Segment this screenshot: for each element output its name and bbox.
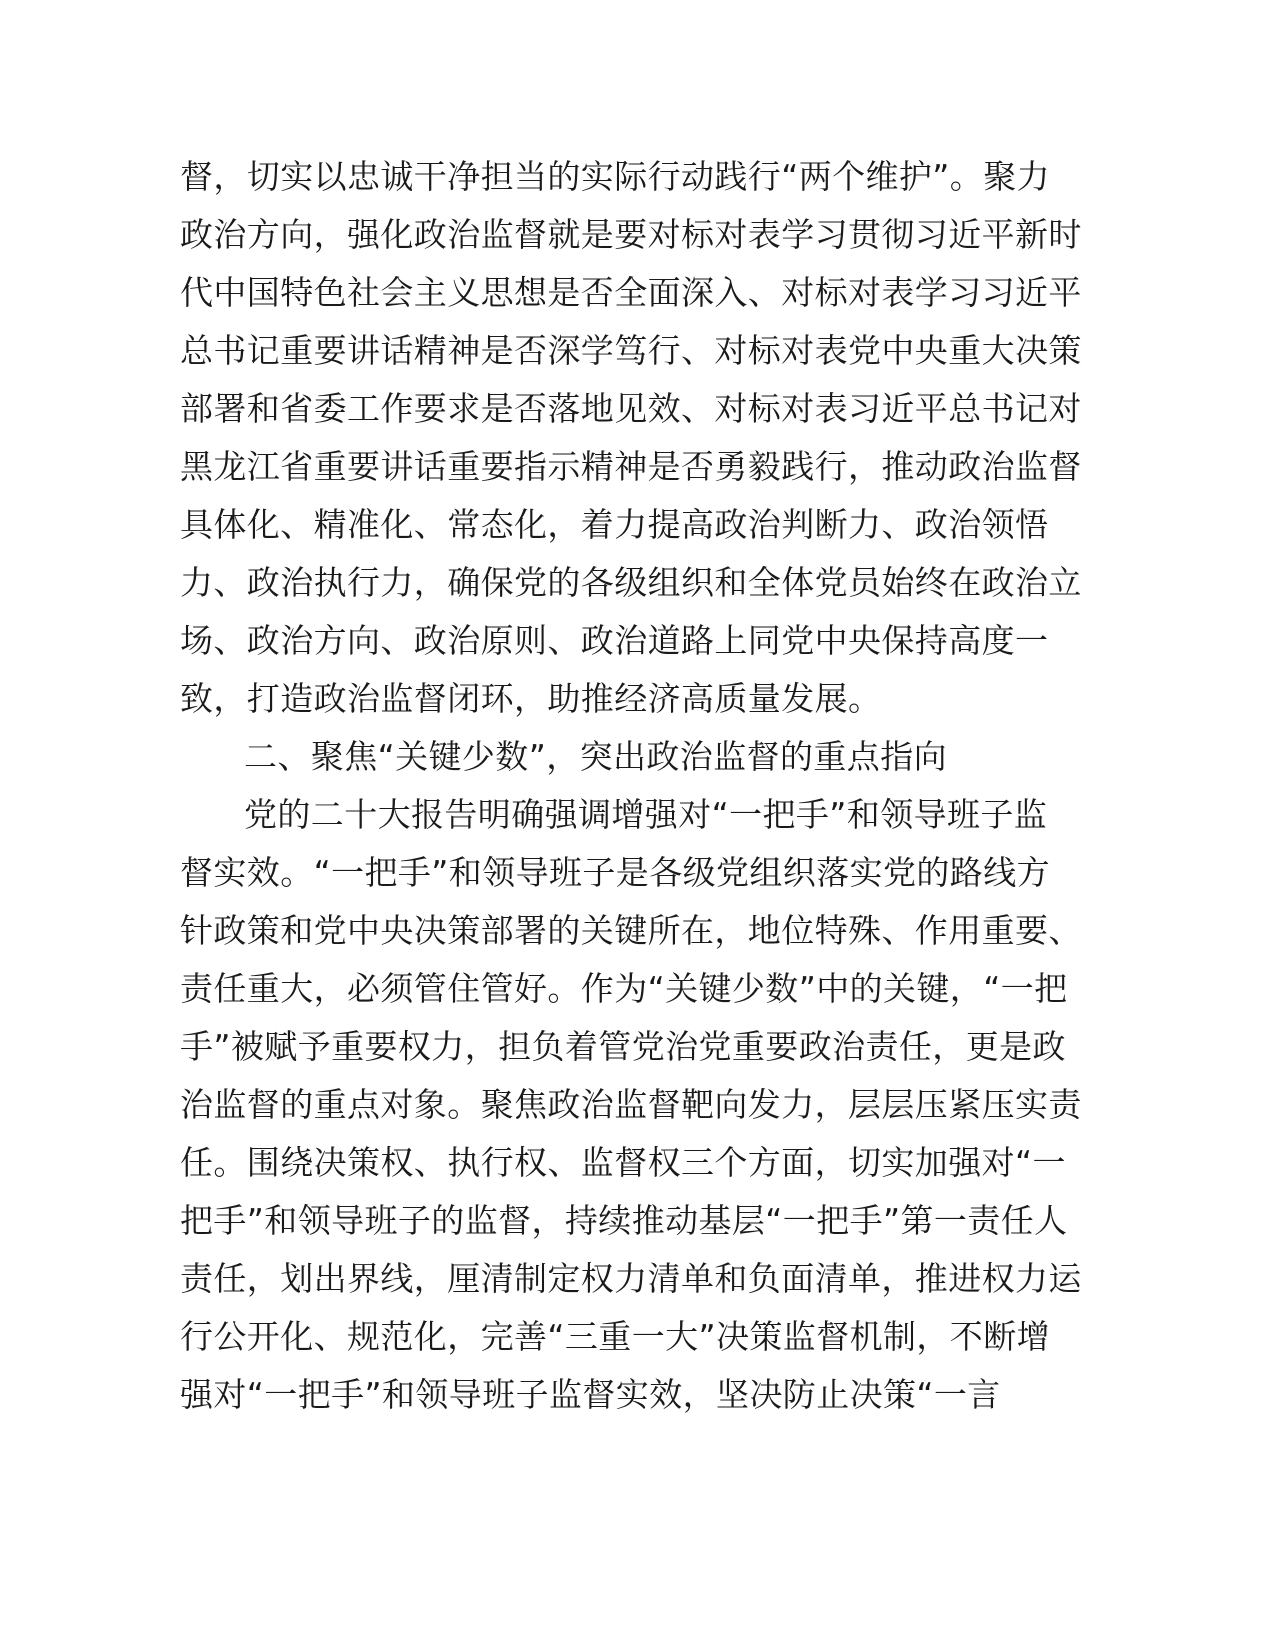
text-line: 针政策和党中央决策部署的关键所在，地位特殊、作用重要、 [180, 911, 1082, 950]
text-line: 党的二十大报告明确强调增强对“一把手”和领导班子监 [244, 795, 1048, 834]
text-line: 代中国特色社会主义思想是否全面深入、对标对表学习习近平 [180, 273, 1082, 312]
text-line: 总书记重要讲话精神是否深学笃行、对标对表党中央重大决策 [180, 331, 1082, 370]
text-line: 责任重大，必须管住管好。作为“关键少数”中的关键，“一把 [180, 969, 1068, 1008]
text-line: 致，打造政治监督闭环，助推经济高质量发展。 [180, 679, 882, 718]
section-heading: 二、聚焦“关键少数”，突出政治监督的重点指向 [244, 737, 947, 776]
text-line: 治监督的重点对象。聚焦政治监督靶向发力，层层压紧压实责 [180, 1085, 1082, 1124]
text-line: 督，切实以忠诚干净担当的实际行动践行“两个维护”。聚力 [180, 157, 1050, 196]
paragraph-1 [180, 148, 1082, 728]
text-line: 手”被赋予重要权力，担负着管党治党重要政治责任，更是政 [180, 1027, 1066, 1066]
text-line: 黑龙江省重要讲话重要指示精神是否勇毅践行，推动政治监督 [180, 447, 1082, 486]
paragraph-2 [180, 786, 1082, 1424]
text-line: 政治方向，强化政治监督就是要对标对表学习贯彻习近平新时 [180, 215, 1082, 254]
text-line: 具体化、精准化、常态化，着力提高政治判断力、政治领悟 [180, 505, 1049, 544]
text-line: 部署和省委工作要求是否落地见效、对标对表习近平总书记对 [180, 389, 1082, 428]
text-line: 行公开化、规范化，完善“三重一大”决策监督机制，不断增 [180, 1317, 1050, 1356]
text-line: 任。围绕决策权、执行权、监督权三个方面，切实加强对“一 [180, 1143, 1066, 1182]
text-line: 督实效。“一把手”和领导班子是各级党组织落实党的路线方 [180, 853, 1050, 892]
document-body [180, 148, 1082, 1424]
text-line: 强对“一把手”和领导班子监督实效，坚决防止决策“一言 [180, 1375, 1001, 1414]
text-line: 责任，划出界线，厘清制定权力清单和负面清单，推进权力运 [180, 1259, 1082, 1298]
text-line: 力、政治执行力，确保党的各级组织和全体党员始终在政治立 [180, 563, 1082, 602]
text-line: 场、政治方向、政治原则、政治道路上同党中央保持高度一 [180, 621, 1049, 660]
text-line: 把手”和领导班子的监督，持续推动基层“一把手”第一责任人 [180, 1201, 1068, 1240]
